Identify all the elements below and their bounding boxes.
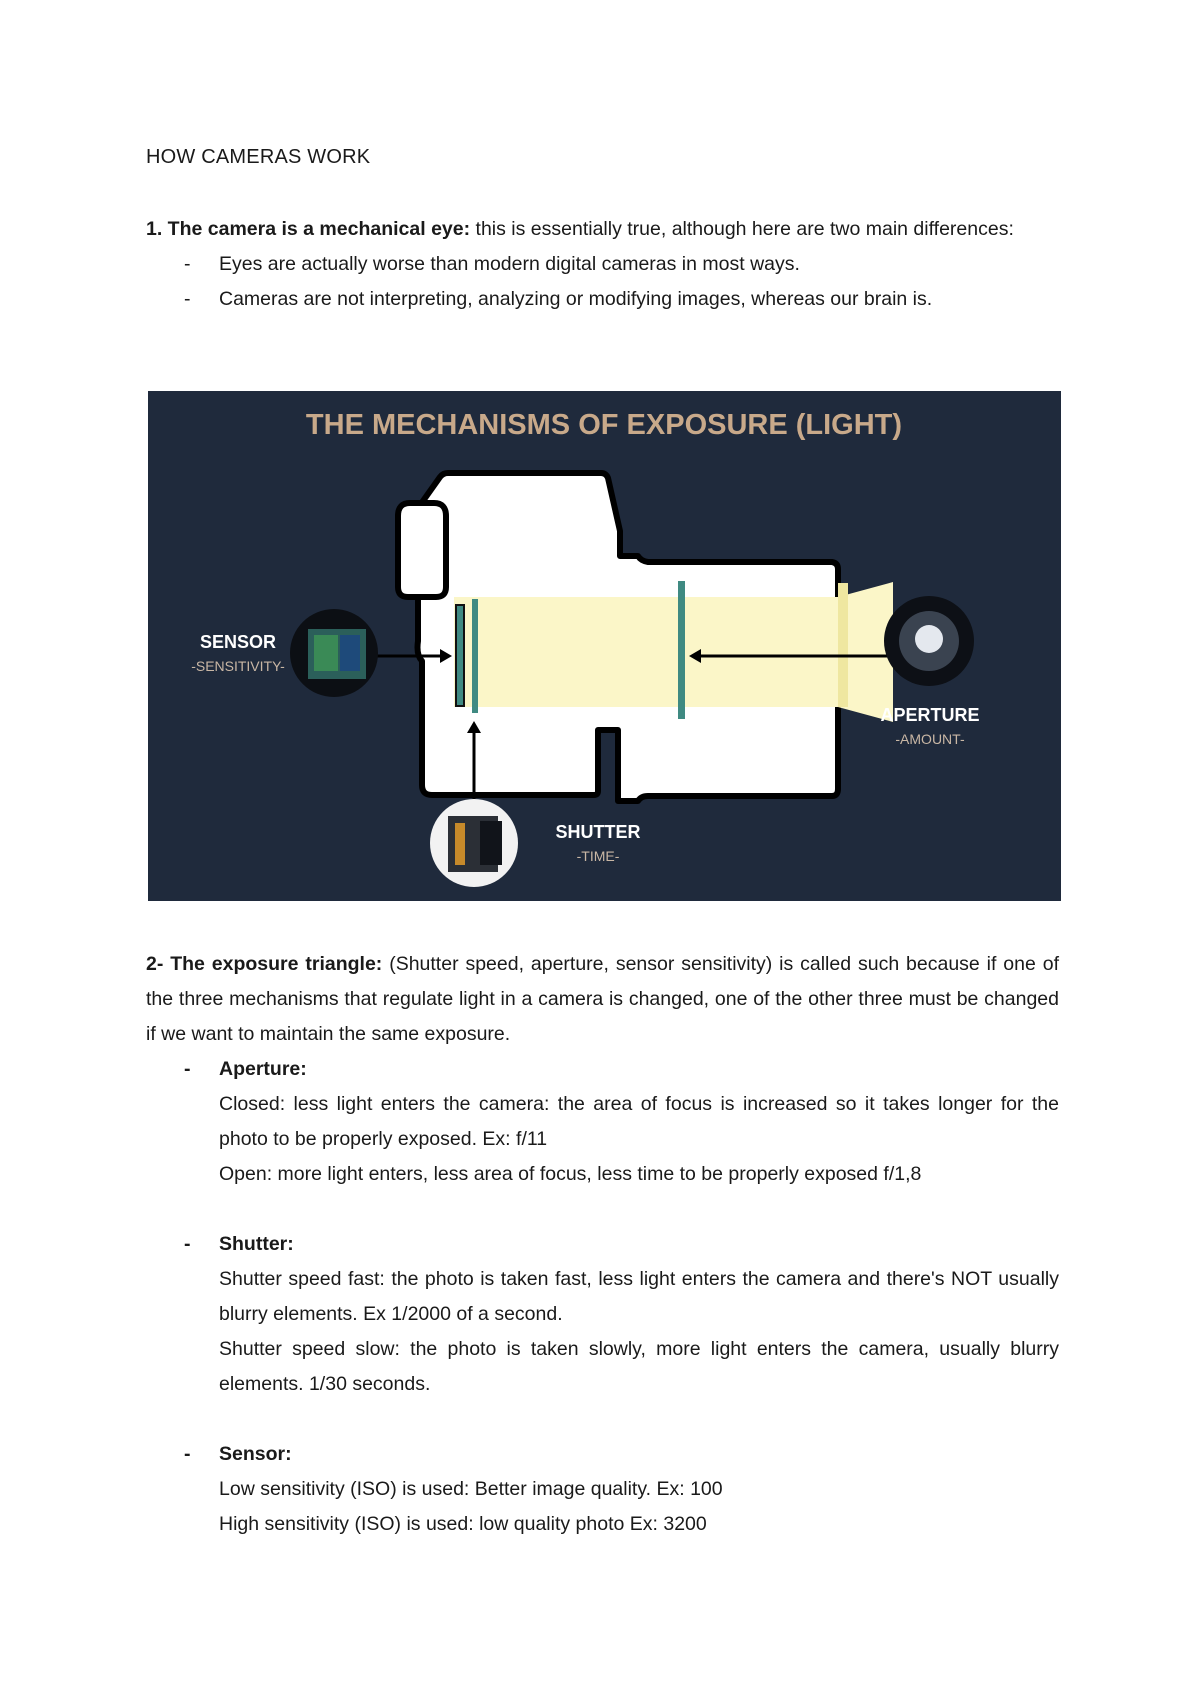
section-1 xyxy=(146,212,1059,317)
aperture-closed-text: Closed: less light enters the camera: the area of focus is increased so it takes longer for the photo to be properly exposed. Ex: f/11 xyxy=(219,1093,1059,1150)
section-1-lead: 1. The camera is a mechanical eye: xyxy=(146,218,471,240)
shutter-plate xyxy=(472,599,478,713)
figure-title: THE MECHANISMS OF EXPOSURE (LIGHT) xyxy=(305,409,903,441)
sensor-heading: - Sensor: xyxy=(184,1443,292,1465)
section-2-intro xyxy=(146,947,1059,1052)
aperture-heading: - Aperture: xyxy=(184,1058,307,1080)
sensor-sub-label: -SENSITIVITY- xyxy=(191,658,285,674)
section-1-lead-text: this is essentially true, although here are two main differences: xyxy=(470,218,1014,240)
exposure-mechanisms-figure xyxy=(148,391,1061,901)
shutter-sub-label: -TIME- xyxy=(576,848,620,864)
sensor-high-text: High sensitivity (ISO) is used: low quality photo Ex: 3200 xyxy=(219,1513,707,1535)
section-2-lead-text: (Shutter speed, aperture, sensor sensitivity) is called such because if one of the three mechanisms that regulate light in a camera is changed, one of the other three must be changed if we want to maintain the same exposure. xyxy=(146,953,1059,1045)
section-2-lead: 2- The exposure triangle: xyxy=(146,953,383,975)
exposure-diagram xyxy=(148,391,1061,901)
shutter-thumbnail xyxy=(430,799,518,887)
list-item: - Eyes are actually worse than modern digital cameras in most ways. xyxy=(184,253,800,275)
sensor-low-text: Low sensitivity (ISO) is used: Better image quality. Ex: 100 xyxy=(219,1478,723,1500)
lens-edge xyxy=(838,583,848,707)
camera-viewfinder xyxy=(398,503,446,597)
shutter-fast-text: Shutter speed fast: the photo is taken fast, less light enters the camera and there's NOT usually blurry elements. Ex 1/2000 of a second. xyxy=(219,1268,1059,1325)
section-1-intro xyxy=(146,212,1059,247)
aperture-label: APERTURE xyxy=(880,705,980,725)
aperture-open-text: Open: more light enters, less area of focus, less time to be properly exposed f/1,8 xyxy=(219,1163,922,1185)
aperture-plate xyxy=(678,581,685,719)
sensor-plate xyxy=(456,605,464,706)
shutter-heading: - Shutter: xyxy=(184,1233,294,1255)
document-title: HOW CAMERAS WORK xyxy=(146,146,371,168)
shutter-label: SHUTTER xyxy=(555,822,641,842)
section-2 xyxy=(146,947,1059,1542)
sensor-thumbnail xyxy=(290,609,378,697)
light-beam xyxy=(454,582,893,722)
differences-list xyxy=(146,247,1059,317)
sensor-label: SENSOR xyxy=(199,632,277,652)
list-item: - Cameras are not interpreting, analyzing or modifying images, whereas our brain is. xyxy=(184,288,933,310)
aperture-thumbnail xyxy=(884,596,974,686)
shutter-slow-text: Shutter speed slow: the photo is taken slowly, more light enters the camera, usually blurry elements. 1/30 seconds. xyxy=(219,1338,1059,1395)
aperture-sub-label: -AMOUNT- xyxy=(895,731,965,747)
